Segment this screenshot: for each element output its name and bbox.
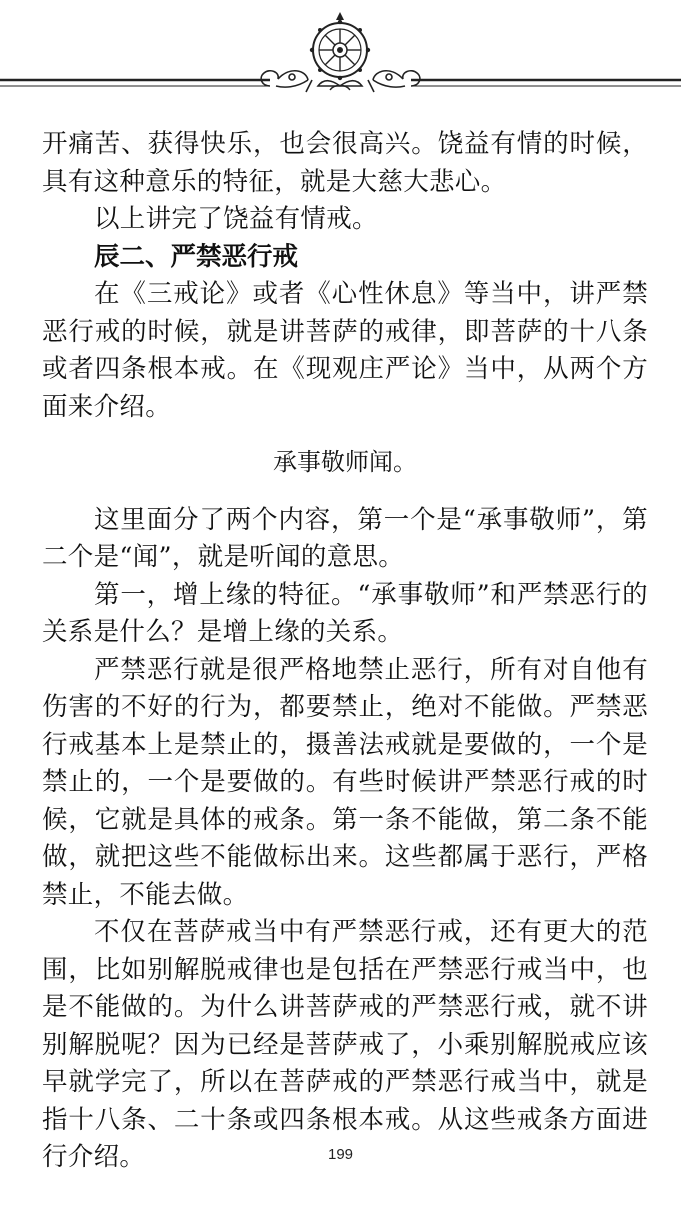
section-heading: 辰二、严禁恶行戒 <box>94 241 299 272</box>
paragraph: 严禁恶行就是很严格地禁止恶行，所有对自他有伤害的不好的行为，都要禁止，绝对不能做。严禁恶行戒基本上是禁止的，摄善法戒就是要做的，一个是禁止的，一个是要做的。有些时候讲严禁恶行戒的时候，它就是具体的戒条。第一条不能做，第二条不能做，就把这些不能做标出来。这些都属于恶行，严格禁止，不能去做。 <box>42 654 648 910</box>
dharma-wheel-icon <box>306 12 374 92</box>
paragraph: 在《三戒论》或者《心性休息》等当中，讲严禁恶行戒的时候，就是讲菩萨的戒律，即菩萨的十八条或者四条根本戒。在《现观庄严论》当中，从两个方面来介绍。 <box>42 279 648 422</box>
verse-title: 承事敬师闻。 <box>273 448 417 476</box>
paragraph: 不仅在菩萨戒当中有严禁恶行戒，还有更大的范围，比如别解脱戒律也是包括在严禁恶行戒当中，也是不能做的。为什么讲菩萨戒的严禁恶行戒，就不讲别解脱呢？因为已经是菩萨戒了，小乘别解脱戒应该早就学完了，所以在菩萨戒的严禁恶行戒当中，就是指十八条、二十条或四条根本戒。从这些戒条方面进行介绍。 <box>42 917 648 1172</box>
page-body <box>42 126 648 1177</box>
paragraph: 这里面分了两个内容，第一个是“承事敬师”，第二个是“闻”，就是听闻的意思。 <box>42 504 648 572</box>
paragraph: 开痛苦、获得快乐，也会很高兴。饶益有情的时候，具有这种意乐的特征，就是大慈大悲心。 <box>42 129 648 197</box>
paragraph: 以上讲完了饶益有情戒。 <box>94 204 378 234</box>
page-number: 199 <box>327 1146 354 1163</box>
paragraph: 第一，增上缘的特征。“承事敬师”和严禁恶行的关系是什么？是增上缘的关系。 <box>42 579 648 647</box>
page-header-ornament <box>0 0 681 110</box>
